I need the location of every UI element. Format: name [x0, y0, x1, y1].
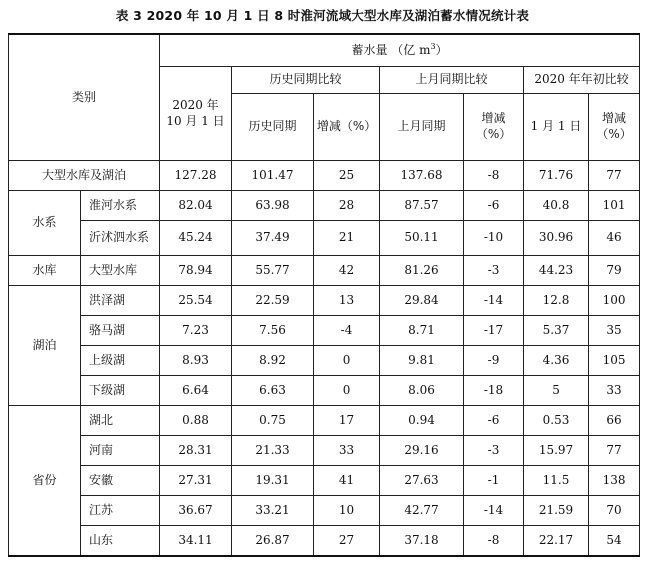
cell-value: 63.98: [232, 191, 314, 221]
cell-value: -3: [464, 436, 524, 466]
table-row: [9, 286, 640, 316]
cell-value: -6: [464, 191, 524, 221]
cell-value: 71.76: [524, 161, 589, 191]
cell-value: 35: [589, 316, 640, 346]
cell-value: -9: [464, 346, 524, 376]
table-row: [9, 436, 640, 466]
cell-value: 45.24: [160, 221, 232, 256]
cell-value: 42.77: [380, 496, 464, 526]
summary-row: [9, 161, 640, 191]
cell-value: 0: [314, 376, 380, 406]
table-row: [9, 221, 640, 256]
cell-value: 33: [314, 436, 380, 466]
cell-value: 17: [314, 406, 380, 436]
row-label: 安徽: [81, 466, 160, 496]
cell-value: 10: [314, 496, 380, 526]
cell-value: 19.31: [232, 466, 314, 496]
cell-value: 82.04: [160, 191, 232, 221]
cell-value: 70: [589, 496, 640, 526]
group-label: 水系: [9, 191, 81, 256]
cell-value: 77: [589, 436, 640, 466]
cell-value: 6.64: [160, 376, 232, 406]
cell-value: 22.59: [232, 286, 314, 316]
cell-value: 46: [589, 221, 640, 256]
cell-value: 54: [589, 526, 640, 557]
cell-value: 41: [314, 466, 380, 496]
group-label: 省份: [9, 406, 81, 557]
cell-value: 5: [524, 376, 589, 406]
cell-value: -18: [464, 376, 524, 406]
storage-table: [8, 33, 640, 557]
cell-value: 87.57: [380, 191, 464, 221]
cell-value: -8: [464, 161, 524, 191]
cell-value: 0.53: [524, 406, 589, 436]
cell-value: 12.8: [524, 286, 589, 316]
cell-value: 29.16: [380, 436, 464, 466]
cell-value: 29.84: [380, 286, 464, 316]
cell-value: 105: [589, 346, 640, 376]
cell-value: 27.63: [380, 466, 464, 496]
cell-value: 6.63: [232, 376, 314, 406]
cell-value: 137.68: [380, 161, 464, 191]
cell-value: 22.17: [524, 526, 589, 557]
row-label: 河南: [81, 436, 160, 466]
cell-value: 11.5: [524, 466, 589, 496]
header-current-date: 2020 年 10 月 1 日: [160, 67, 232, 161]
cell-value: -14: [464, 496, 524, 526]
cell-value: 27: [314, 526, 380, 557]
cell-value: 101: [589, 191, 640, 221]
header-hist-same: 历史同期: [232, 94, 314, 161]
row-label: 骆马湖: [81, 316, 160, 346]
row-label: 洪泽湖: [81, 286, 160, 316]
cell-value: 37.49: [232, 221, 314, 256]
row-label: 下级湖: [81, 376, 160, 406]
cell-value: 34.11: [160, 526, 232, 557]
cell-value: -8: [464, 526, 524, 557]
cell-value: 8.71: [380, 316, 464, 346]
table-row: [9, 256, 640, 286]
cell-value: -1: [464, 466, 524, 496]
row-label: 江苏: [81, 496, 160, 526]
cell-value: 78.94: [160, 256, 232, 286]
cell-value: 50.11: [380, 221, 464, 256]
cell-value: 15.97: [524, 436, 589, 466]
row-label: 山东: [81, 526, 160, 557]
header-storage: 蓄水量 （亿 $m^3$）: [160, 34, 640, 67]
cell-value: 5.37: [524, 316, 589, 346]
cell-value: 0.94: [380, 406, 464, 436]
table-row: [9, 376, 640, 406]
table-row: [9, 316, 640, 346]
cell-value: -17: [464, 316, 524, 346]
cell-value: 42: [314, 256, 380, 286]
cell-value: 79: [589, 256, 640, 286]
cell-value: 7.56: [232, 316, 314, 346]
cell-value: 66: [589, 406, 640, 436]
table-row: [9, 191, 640, 221]
cell-value: 127.28: [160, 161, 232, 191]
cell-value: -14: [464, 286, 524, 316]
header-group-year: 2020 年年初比较: [524, 67, 640, 94]
group-label: 湖泊: [9, 286, 81, 406]
cell-value: 26.87: [232, 526, 314, 557]
cell-value: -10: [464, 221, 524, 256]
cell-value: 100: [589, 286, 640, 316]
table-row: [9, 406, 640, 436]
cell-value: 33: [589, 376, 640, 406]
cell-value: 25.54: [160, 286, 232, 316]
cell-value: 8.93: [160, 346, 232, 376]
header-prev-change: 增减 （%）: [464, 94, 524, 161]
cell-value: 27.31: [160, 466, 232, 496]
row-label: 上级湖: [81, 346, 160, 376]
cell-value: 21: [314, 221, 380, 256]
cell-value: 77: [589, 161, 640, 191]
row-label: 沂沭泗水系: [81, 221, 160, 256]
table-row: [9, 496, 640, 526]
cell-value: 0: [314, 346, 380, 376]
cell-value: 21.33: [232, 436, 314, 466]
cell-value: 28: [314, 191, 380, 221]
cell-value: 9.81: [380, 346, 464, 376]
row-label: 淮河水系: [81, 191, 160, 221]
cell-value: 4.36: [524, 346, 589, 376]
cell-value: 44.23: [524, 256, 589, 286]
header-category: 类别: [9, 34, 160, 161]
cell-value: 28.31: [160, 436, 232, 466]
cell-value: 40.8: [524, 191, 589, 221]
cell-value: 138: [589, 466, 640, 496]
cell-value: 81.26: [380, 256, 464, 286]
cell-value: 7.23: [160, 316, 232, 346]
cell-value: 8.06: [380, 376, 464, 406]
header-group-hist: 历史同期比较: [232, 67, 380, 94]
header-year-start: 1 月 1 日: [524, 94, 589, 161]
cell-value: -6: [464, 406, 524, 436]
header-hist-change: 增减（%）: [314, 94, 380, 161]
cell-value: 13: [314, 286, 380, 316]
table-row: [9, 466, 640, 496]
cell-value: -3: [464, 256, 524, 286]
cell-value: 101.47: [232, 161, 314, 191]
cell-value: 0.88: [160, 406, 232, 436]
cell-value: 33.21: [232, 496, 314, 526]
cell-value: 36.67: [160, 496, 232, 526]
summary-label: 大型水库及湖泊: [9, 161, 160, 191]
header-group-prev: 上月同期比较: [380, 67, 524, 94]
table-row: [9, 526, 640, 557]
table-title: 表 3 2020 年 10 月 1 日 8 时淮河流域大型水库及湖泊蓄水情况统计表: [115, 8, 530, 23]
header-prev-same: 上月同期: [380, 94, 464, 161]
row-label: 湖北: [81, 406, 160, 436]
table-row: [9, 346, 640, 376]
cell-value: 21.59: [524, 496, 589, 526]
row-label: 大型水库: [81, 256, 160, 286]
header-year-change: 增减 （%）: [589, 94, 640, 161]
cell-value: 8.92: [232, 346, 314, 376]
cell-value: 37.18: [380, 526, 464, 557]
cell-value: 55.77: [232, 256, 314, 286]
cell-value: -4: [314, 316, 380, 346]
cell-value: 30.96: [524, 221, 589, 256]
group-label: 水库: [9, 256, 81, 286]
cell-value: 25: [314, 161, 380, 191]
cell-value: 0.75: [232, 406, 314, 436]
